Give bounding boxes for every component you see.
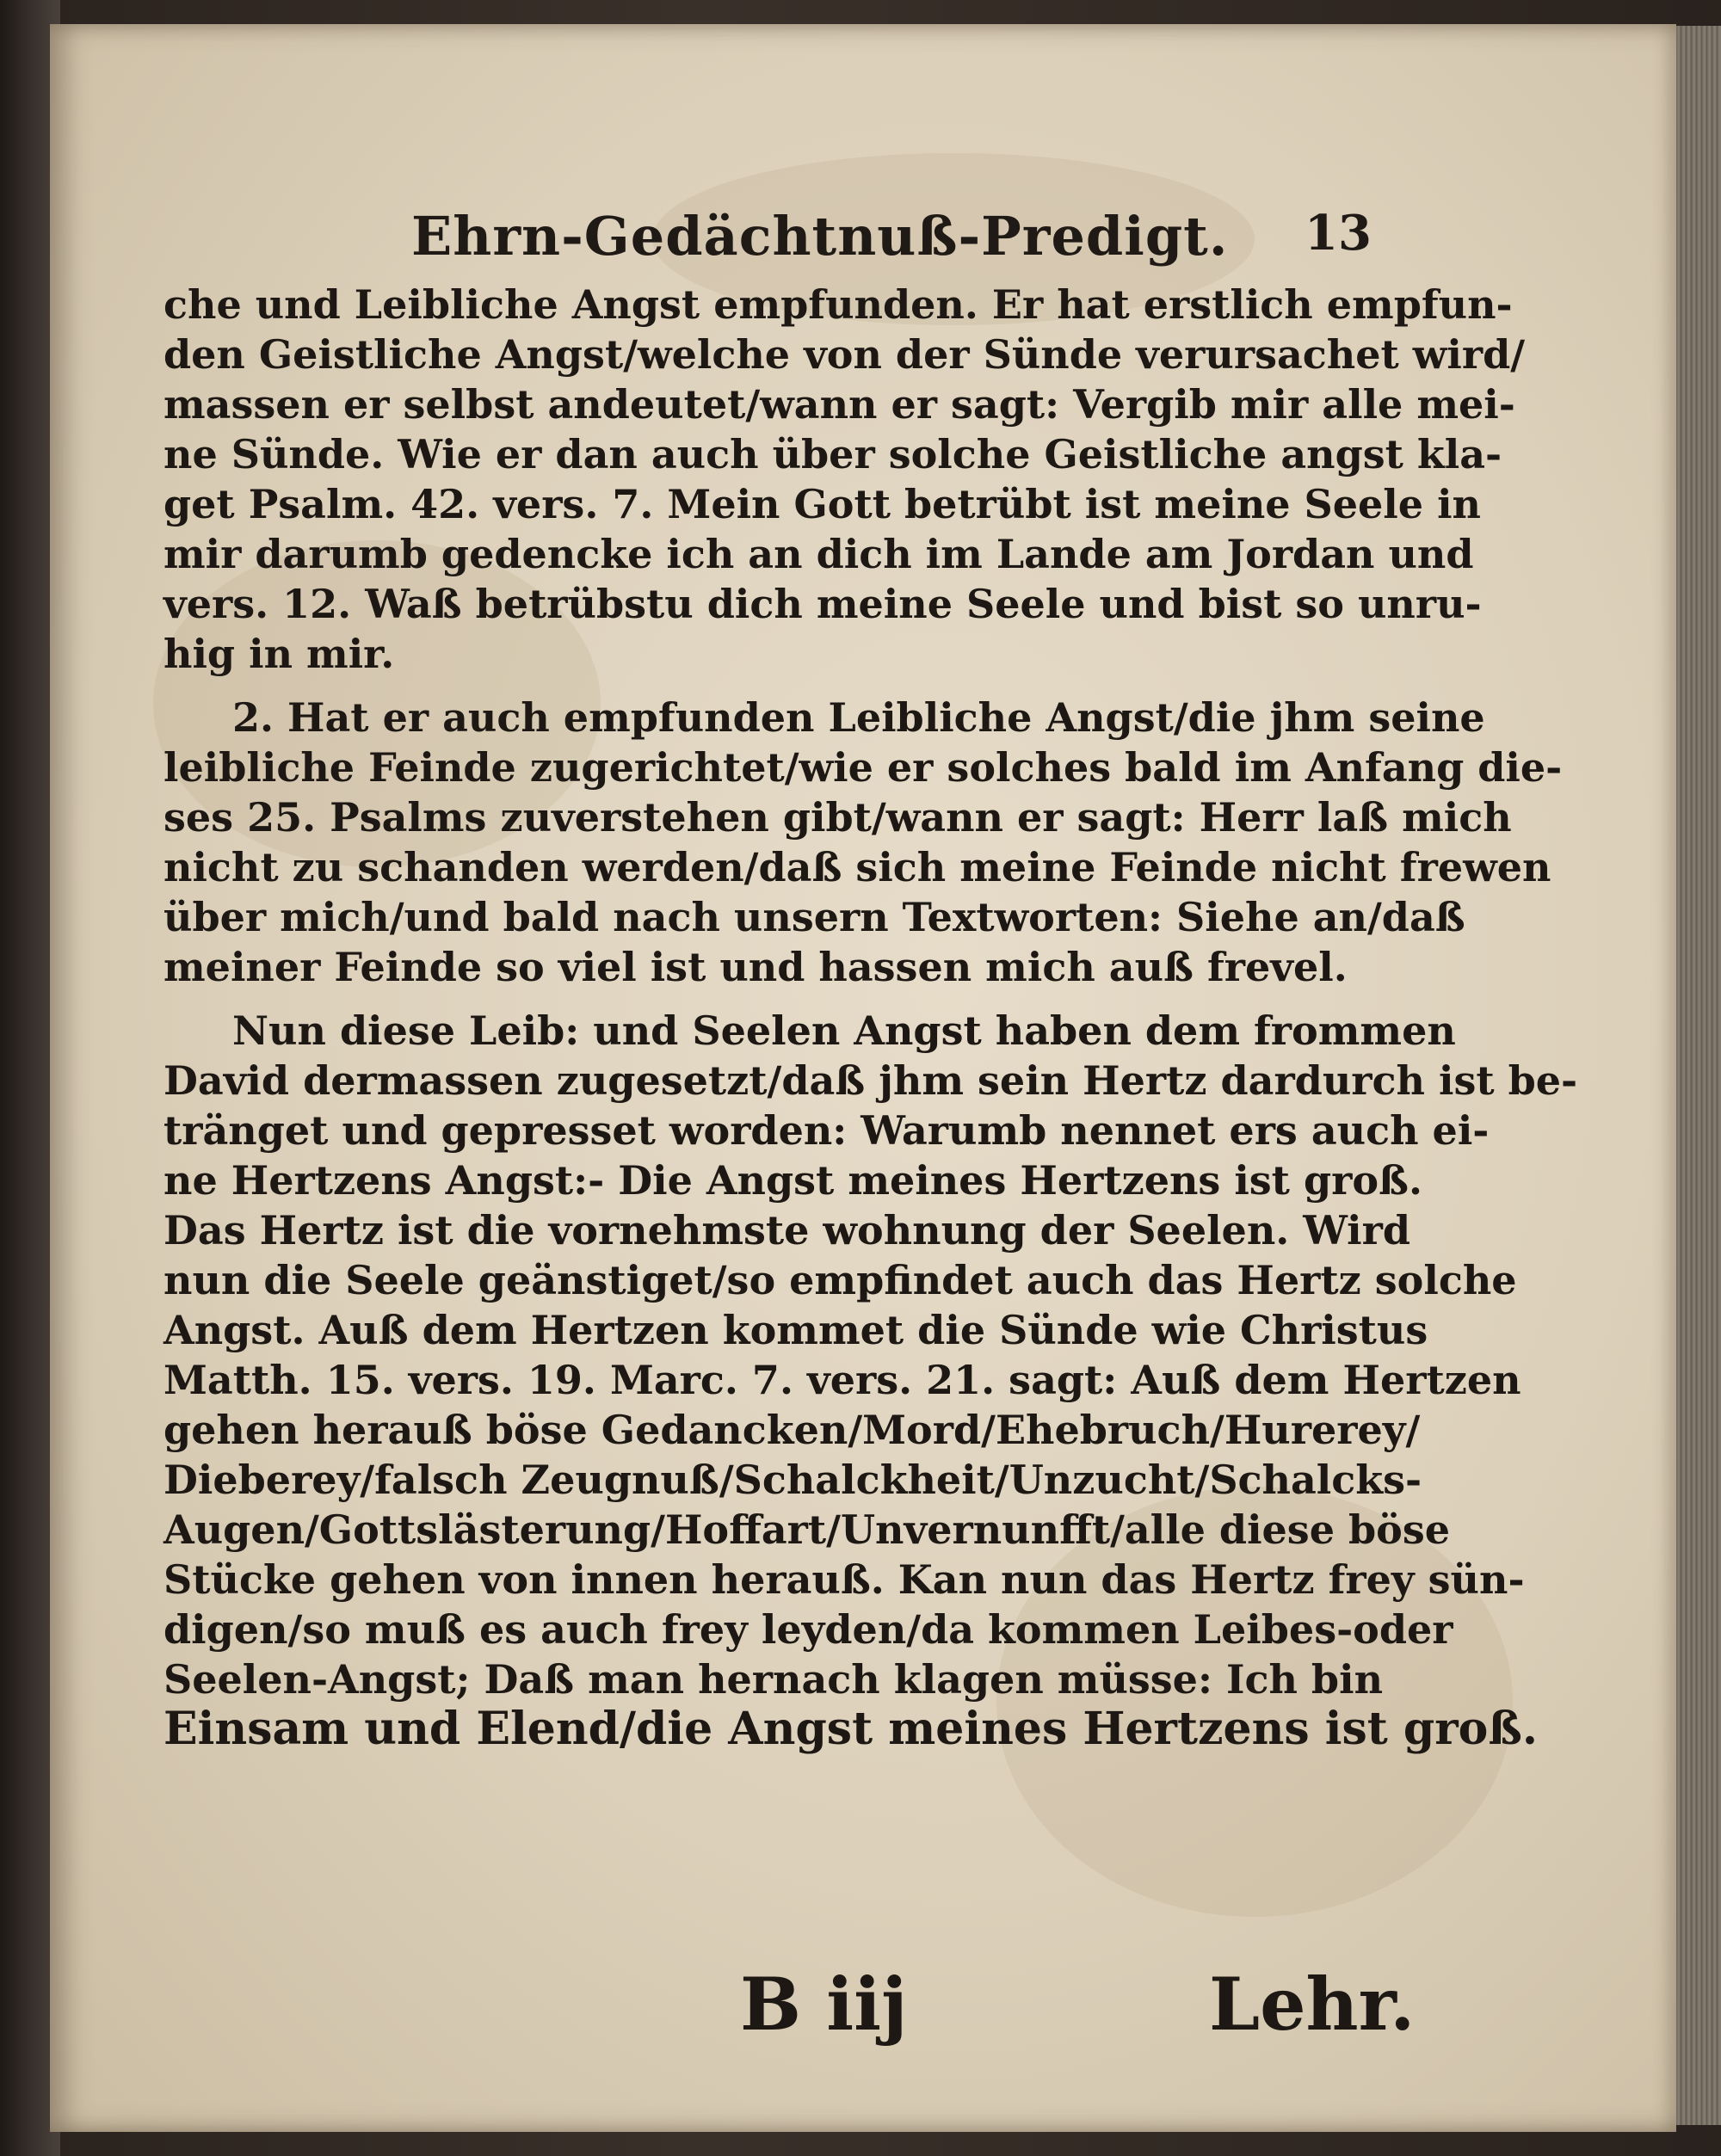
text-line: über mich/und bald nach unsern Textworten: Siehe an/daß <box>163 894 1465 940</box>
text-line: Nun diese Leib: und Seelen Angst haben dem frommen <box>232 1007 1456 1054</box>
text-line: get Psalm. 42. vers. 7. Mein Gott betrübt ist meine Seele in <box>163 481 1481 527</box>
text-line: ses 25. Psalms zuverstehen gibt/wann er sagt: Herr laß mich <box>163 794 1512 841</box>
text-line: mir darumb gedencke ich an dich im Lande am Jordan und <box>163 531 1474 577</box>
text-line: hig in mir. <box>163 631 395 677</box>
text-line: leibliche Feinde zugerichtet/wie er solches bald im Anfang die- <box>163 744 1563 791</box>
catchword: Lehr. <box>1209 1962 1416 2047</box>
page-header <box>411 205 1372 282</box>
text-line: che und Leibliche Angst empfunden. Er hat erstlich empfun- <box>163 281 1513 328</box>
signature-mark: B iij <box>740 1962 908 2047</box>
text-line: ne Hertzens Angst:- Die Angst meines Hertzens ist groß. <box>163 1157 1422 1204</box>
text-line: tränget und gepresset worden: Warumb nennet ers auch ei- <box>163 1107 1490 1154</box>
text-line: Das Hertz ist die vornehmste wohnung der Seelen. Wird <box>163 1207 1411 1254</box>
text-line: gehen herauß böse Gedancken/Mord/Ehebruch/Hurerey/ <box>163 1407 1421 1453</box>
text-line: Angst. Auß dem Hertzen kommet die Sünde wie Christus <box>163 1307 1428 1353</box>
text-line: den Geistliche Angst/welche von der Sünde verursachet wird/ <box>163 331 1526 378</box>
text-line: nicht zu schanden werden/daß sich meine Feinde nicht frewen <box>163 844 1551 890</box>
text-line: 2. Hat er auch empfunden Leibliche Angst/die jhm seine <box>232 694 1485 741</box>
running-title: Ehrn-Gedächtnuß-Predigt. <box>411 205 1229 268</box>
text-line: digen/so muß es auch frey leyden/da kommen Leibes-oder <box>163 1606 1453 1653</box>
paragraph-gap <box>163 679 1368 693</box>
text-line: Augen/Gottslästerung/Hoffart/Unvernunfft/alle diese böse <box>163 1506 1450 1553</box>
page-number: 13 <box>1305 205 1372 262</box>
paragraph-gap <box>163 992 1368 1006</box>
text-line: Matth. 15. vers. 19. Marc. 7. vers. 21. sagt: Auß dem Hertzen <box>163 1357 1521 1403</box>
text-line: nun die Seele geänstiget/so empfindet auch das Hertz solche <box>163 1257 1517 1303</box>
text-line: meiner Feinde so viel ist und hassen mich auß frevel. <box>163 944 1348 990</box>
page-edges <box>1671 26 1721 2125</box>
text-line: Stücke gehen von innen herauß. Kan nun das Hertz frey sün- <box>163 1556 1525 1603</box>
text-line: massen er selbst andeutet/wann er sagt: Vergib mir alle mei- <box>163 381 1515 428</box>
text-line: Einsam und Elend/die Angst meines Hertzens ist groß. <box>163 1703 1538 1755</box>
text-line: Seelen-Angst; Daß man hernach klagen müsse: Ich bin <box>163 1656 1384 1703</box>
text-line: ne Sünde. Wie er dan auch über solche Geistliche angst kla- <box>163 431 1502 477</box>
text-line: vers. 12. Waß betrübstu dich meine Seele und bist so unru- <box>163 581 1482 627</box>
text-line: David dermassen zugesetzt/daß jhm sein Hertz dardurch ist be- <box>163 1057 1578 1104</box>
body-text <box>163 280 1578 1755</box>
text-line: Dieberey/falsch Zeugnuß/Schalckheit/Unzucht/Schalcks- <box>163 1457 1422 1503</box>
page-footer <box>0 1962 1721 2056</box>
